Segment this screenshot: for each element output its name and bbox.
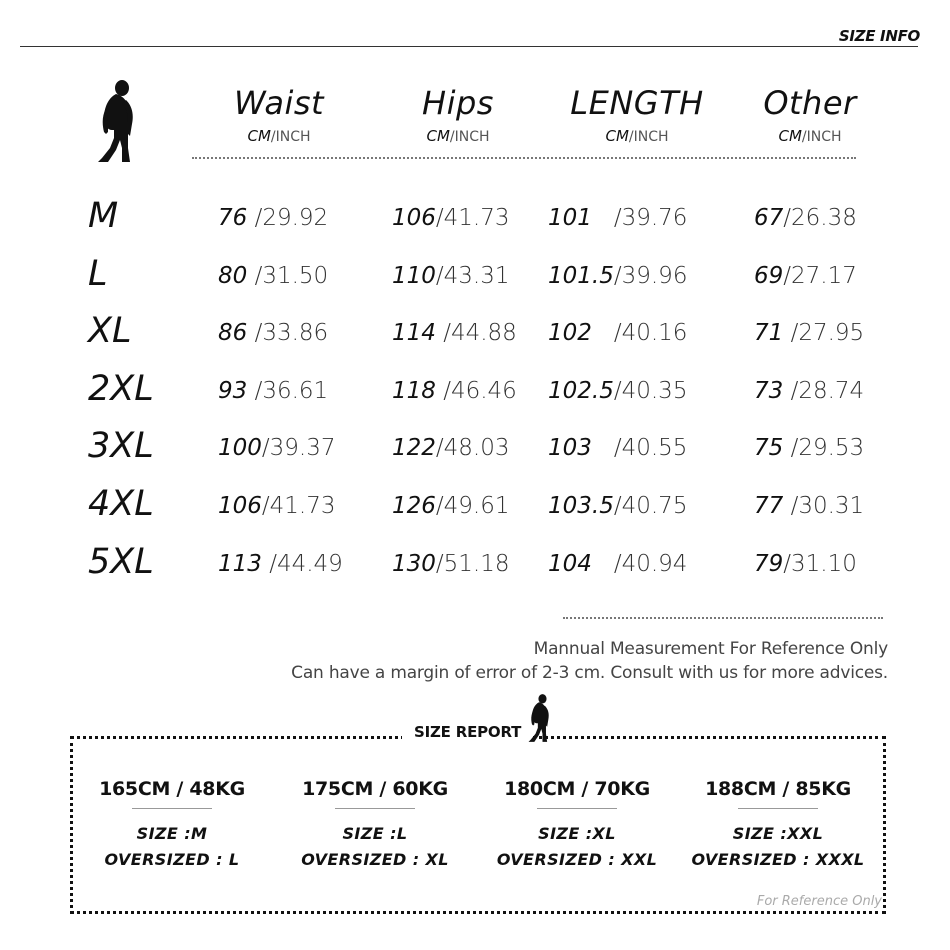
cm-value: 69	[754, 263, 784, 289]
column-unit	[552, 126, 722, 147]
cm-value: 113	[218, 551, 262, 577]
cm-value: 73	[754, 378, 784, 404]
length-cell	[548, 261, 687, 291]
length-cell	[548, 433, 687, 463]
cm-value: 93	[218, 378, 248, 404]
cm-value: 76	[218, 205, 248, 231]
margin-note: Can have a margin of error of 2-3 cm. Consult with us for more advices.	[291, 663, 888, 683]
cm-value: 80	[218, 263, 248, 289]
cm-value: 67	[754, 205, 784, 231]
inch-value: /36.61	[254, 378, 329, 404]
waist-cell	[218, 318, 328, 348]
cm-value: 102.5	[548, 378, 614, 404]
length-cell	[548, 491, 687, 521]
hips-cell	[392, 376, 517, 406]
inch-value: /39.37	[261, 435, 336, 461]
cm-value: 106	[392, 205, 436, 231]
waist-cell	[218, 433, 336, 463]
other-cell	[754, 261, 857, 291]
measurement-note: Mannual Measurement For Reference Only	[533, 639, 888, 659]
report-rule	[738, 808, 818, 809]
cm-value: 79	[754, 551, 784, 577]
inch-value: /27.95	[790, 320, 865, 346]
other-cell	[754, 203, 857, 233]
inch-value: /49.61	[435, 493, 510, 519]
size-label: L	[88, 254, 108, 294]
cm-value: 114	[392, 320, 436, 346]
height-weight: 165CM / 48KG	[99, 778, 245, 800]
cm-value: 71	[754, 320, 784, 346]
column-header-waist	[194, 84, 364, 147]
size-report-header	[402, 722, 533, 741]
inch-value: /29.92	[254, 205, 329, 231]
length-cell	[548, 376, 687, 406]
height-weight: 180CM / 70KG	[504, 778, 650, 800]
inch-value: /41.73	[261, 493, 336, 519]
column-title: Other	[763, 84, 857, 122]
inch-value: /40.16	[613, 320, 688, 346]
recommended-size: SIZE :L	[342, 824, 408, 843]
report-item	[275, 778, 475, 873]
column-header-length	[552, 84, 722, 147]
unit-cm: CM	[247, 127, 271, 145]
cm-value: 122	[392, 435, 436, 461]
column-header-other	[725, 84, 895, 147]
ape-figure-icon	[525, 693, 553, 743]
column-unit	[194, 126, 364, 147]
header-dotted-divider	[192, 157, 856, 159]
other-cell	[754, 318, 864, 348]
inch-value: /41.73	[435, 205, 510, 231]
other-cell	[754, 549, 857, 579]
inch-value: /51.18	[435, 551, 510, 577]
size-label: M	[88, 196, 119, 236]
size-label: XL	[88, 311, 132, 351]
inch-value: /26.38	[783, 205, 857, 231]
inch-value: /44.88	[443, 320, 517, 346]
hips-cell	[392, 261, 510, 291]
unit-cm: CM	[426, 127, 450, 145]
report-rule	[335, 808, 415, 809]
recommended-size: SIZE :XL	[538, 824, 616, 843]
cm-value: 130	[392, 551, 436, 577]
cm-value: 118	[392, 378, 436, 404]
cm-value: 102	[548, 320, 592, 346]
inch-value: /40.75	[613, 493, 688, 519]
oversized-size: OVERSIZED : XXXL	[691, 850, 865, 869]
waist-cell	[218, 261, 328, 291]
notes-dotted-divider	[563, 617, 883, 619]
unit-inch: /INCH	[628, 129, 669, 145]
inch-value: /40.94	[613, 551, 688, 577]
inch-value: /30.31	[790, 493, 865, 519]
length-cell	[548, 549, 687, 579]
oversized-size: OVERSIZED : XL	[301, 850, 449, 869]
cm-value: 77	[754, 493, 784, 519]
column-title: LENGTH	[570, 84, 704, 122]
inch-value: /40.55	[613, 435, 688, 461]
size-label: 3XL	[88, 426, 154, 466]
hips-cell	[392, 203, 510, 233]
inch-value: /31.50	[254, 263, 329, 289]
cm-value: 103.5	[548, 493, 614, 519]
column-header-hips	[373, 84, 543, 147]
cm-value: 100	[218, 435, 262, 461]
column-title: Waist	[233, 84, 325, 122]
column-unit	[373, 126, 543, 147]
size-label: 2XL	[88, 369, 154, 409]
height-weight: 188CM / 85KG	[705, 778, 851, 800]
report-rule	[132, 808, 212, 809]
inch-value: /48.03	[435, 435, 510, 461]
size-label: 5XL	[88, 542, 154, 582]
size-label: 4XL	[88, 484, 154, 524]
unit-cm: CM	[778, 127, 802, 145]
ape-figure-icon	[92, 78, 140, 164]
cm-value: 104	[548, 551, 592, 577]
waist-cell	[218, 203, 328, 233]
inch-value: /39.76	[613, 205, 688, 231]
size-report-title: SIZE REPORT	[414, 723, 522, 741]
unit-inch: /INCH	[449, 129, 490, 145]
report-item	[678, 778, 878, 873]
reference-footnote: For Reference Only	[756, 894, 882, 909]
height-weight: 175CM / 60KG	[302, 778, 448, 800]
other-cell	[754, 491, 864, 521]
header-divider	[20, 46, 918, 47]
waist-cell	[218, 549, 343, 579]
oversized-size: OVERSIZED : L	[104, 850, 240, 869]
cm-value: 101	[548, 205, 592, 231]
inch-value: /29.53	[790, 435, 865, 461]
cm-value: 110	[392, 263, 436, 289]
cm-value: 126	[392, 493, 436, 519]
inch-value: /39.96	[613, 263, 688, 289]
length-cell	[548, 318, 687, 348]
inch-value: /33.86	[254, 320, 329, 346]
hips-cell	[392, 549, 510, 579]
hips-cell	[392, 318, 517, 348]
size-info-title: SIZE INFO	[838, 27, 920, 45]
recommended-size: SIZE :XXL	[732, 824, 824, 843]
unit-inch: /INCH	[801, 129, 842, 145]
cm-value: 103	[548, 435, 592, 461]
unit-cm: CM	[605, 127, 629, 145]
inch-value: /28.74	[790, 378, 865, 404]
cm-value: 106	[218, 493, 262, 519]
hips-cell	[392, 491, 510, 521]
recommended-size: SIZE :M	[136, 824, 208, 843]
cm-value: 75	[754, 435, 784, 461]
report-item	[72, 778, 272, 873]
report-item	[477, 778, 677, 873]
column-unit	[725, 126, 895, 147]
report-rule	[537, 808, 617, 809]
cm-value: 86	[218, 320, 248, 346]
waist-cell	[218, 376, 328, 406]
cm-value: 101.5	[548, 263, 614, 289]
other-cell	[754, 433, 864, 463]
inch-value: /44.49	[269, 551, 343, 577]
other-cell	[754, 376, 864, 406]
hips-cell	[392, 433, 510, 463]
column-title: Hips	[422, 84, 494, 122]
oversized-size: OVERSIZED : XXL	[496, 850, 658, 869]
inch-value: /31.10	[783, 551, 857, 577]
inch-value: /43.31	[435, 263, 510, 289]
inch-value: /46.46	[443, 378, 517, 404]
waist-cell	[218, 491, 336, 521]
inch-value: /27.17	[783, 263, 857, 289]
length-cell	[548, 203, 687, 233]
inch-value: /40.35	[613, 378, 688, 404]
unit-inch: /INCH	[270, 129, 311, 145]
